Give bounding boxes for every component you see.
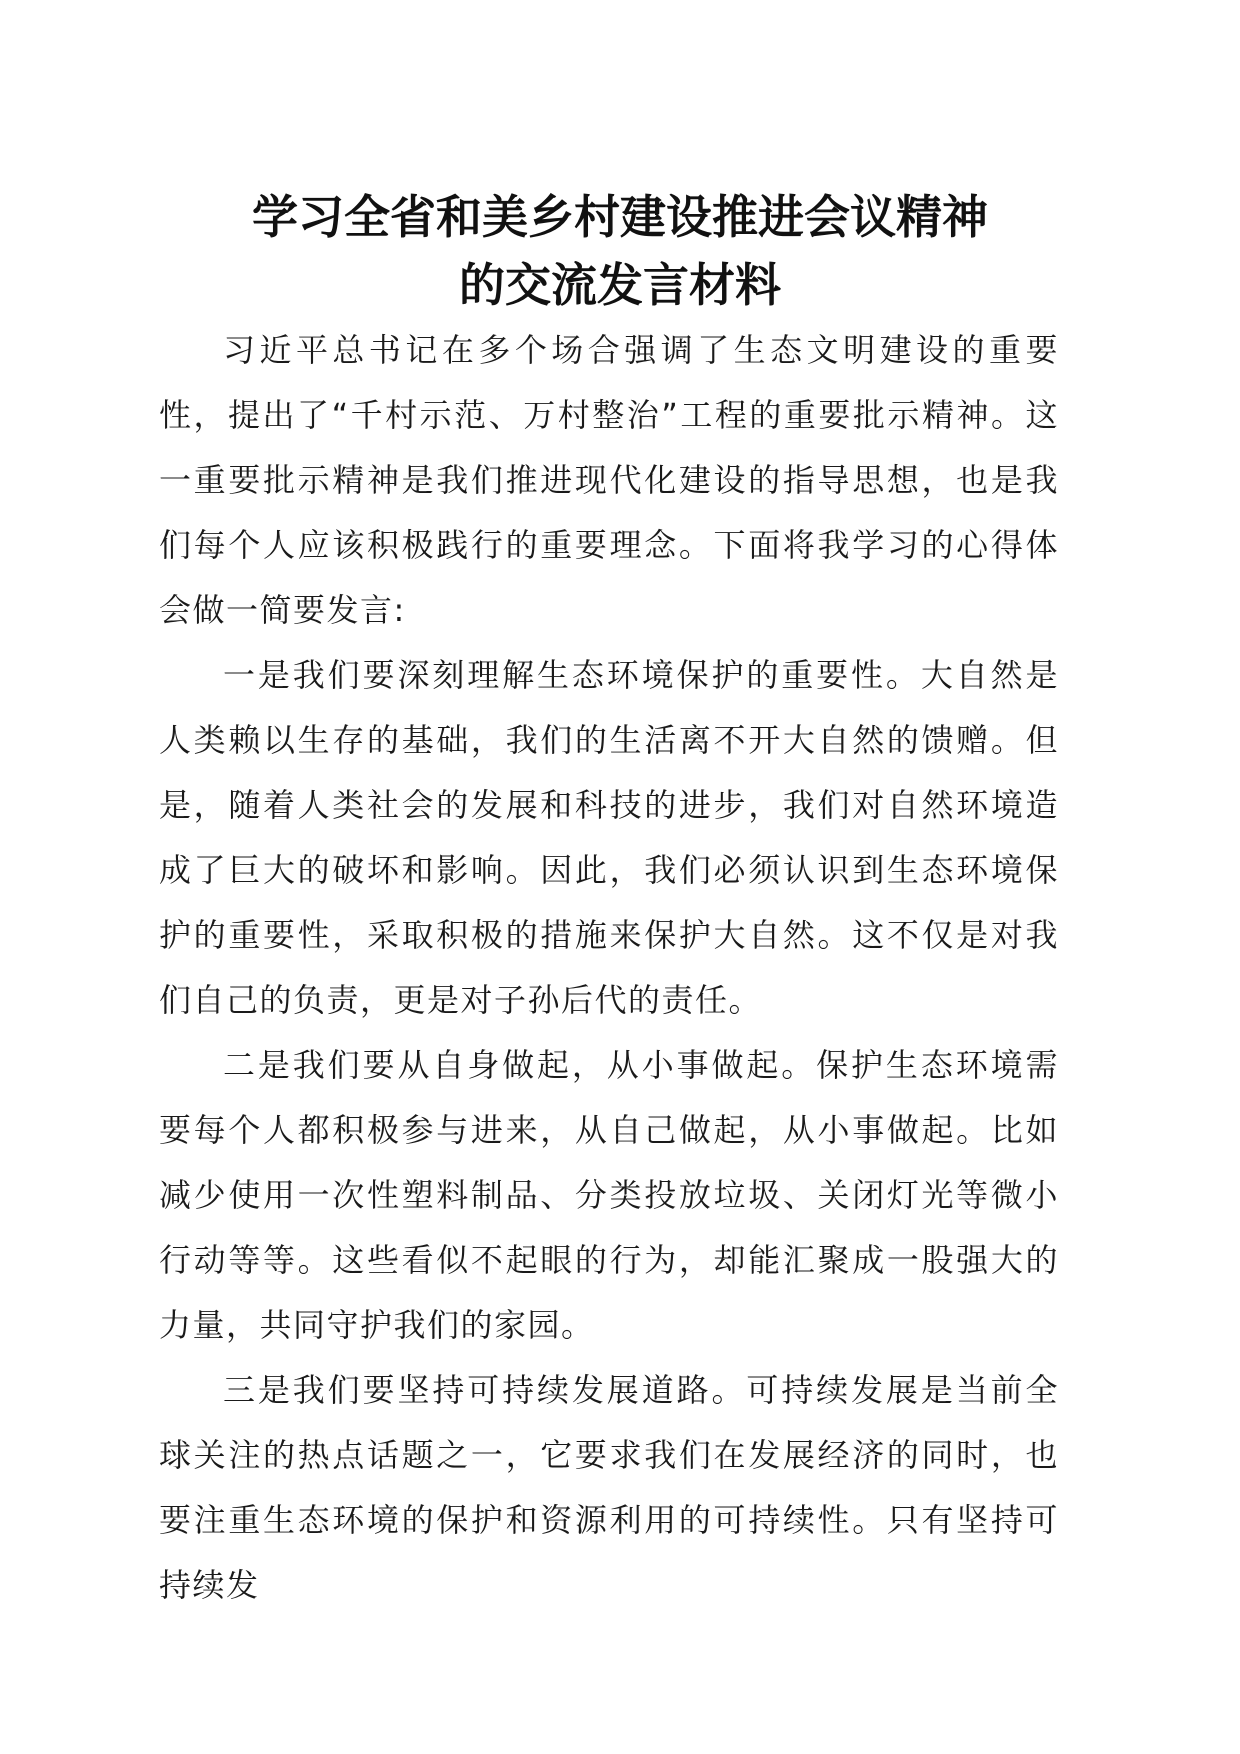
document-title-line-1: 学习全省和美乡村建设推进会议精神 [252,190,988,244]
document-title-line-2: 的交流发言材料 [459,258,781,312]
paragraph-intro: 习近平总书记在多个场合强调了生态文明建设的重要性，提出了“千村示范、万村整治”工程的重要批示精神。这一重要批示精神是我们推进现代化建设的指导思想，也是我们每个人应该积极践行的重要理念。下面将我学习的心得体会做一简要发言: [159,331,1059,629]
document-body [159,318,1059,1618]
paragraph-point-1: 一是我们要深刻理解生态环境保护的重要性。大自然是人类赖以生存的基础，我们的生活离不开大自然的馈赠。但是，随着人类社会的发展和科技的进步，我们对自然环境造成了巨大的破坏和影响。因此，我们必须认识到生态环境保护的重要性，采取积极的措施来保护大自然。这不仅是对我们自己的负责，更是对子孙后代的责任。 [159,656,1059,1019]
paragraph-point-3: 三是我们要坚持可持续发展道路。可持续发展是当前全球关注的热点话题之一，它要求我们在发展经济的同时，也要注重生态环境的保护和资源利用的可持续性。只有坚持可持续发 [159,1371,1059,1604]
paragraph-point-2: 二是我们要从自身做起，从小事做起。保护生态环境需要每个人都积极参与进来，从自己做起，从小事做起。比如减少使用一次性塑料制品、分类投放垃圾、关闭灯光等微小行动等等。这些看似不起眼的行为，却能汇聚成一股强大的力量，共同守护我们的家园。 [159,1046,1059,1344]
